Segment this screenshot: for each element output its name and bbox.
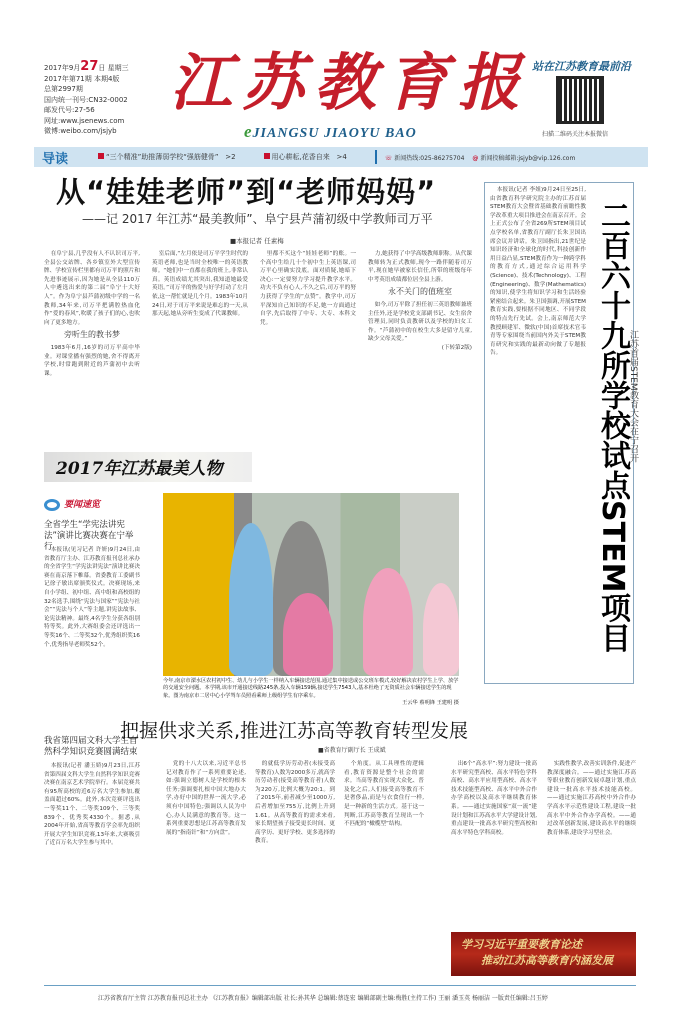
bullet-square-icon [98,153,104,159]
stem-headline: 二百六十九所学校试点STEM项目 [595,200,630,653]
subhead: 永不关门的值班室 [388,287,452,297]
subhead: 旁听生的教书梦 [64,330,120,340]
cn-number: 国内统一刊号:CN32-0002 [44,95,128,104]
continued-note: (下转第2版) [441,344,472,351]
email[interactable]: @ 新闻投稿邮箱:jsjyb@vip.126.com [472,154,576,162]
news-title-1[interactable]: 全省学生“学宪法讲宪法”演讲比赛决赛在宁举行 [44,520,134,552]
lead-column-4: 力,她获得了中学高级教师职称。从代课教师转为正式教师,现今一路伴随着司万平,现在她早被家长信任,所带的班级每年中考英语成绩都位居全县上游。 永不关门的值班室 如今,司万平除了担任初三英语教师兼班主任外,还是学校党支部副书记、女生宿舍管理员,同时负责教研以及学校的妇女工作。“芦蒲初中的在校生大多是留守儿童,缺少父母关爱。” (下转第2版) [368,251,472,351]
slogan: 站在江苏教育最前沿 [532,60,631,73]
promo-banner: 学习习近平重要教育论述 推动江苏高等教育内涵发展 [451,932,636,976]
at-icon: @ [472,154,479,162]
lead-column-3: 里都不买这个“娃娃老师”的账。一个高中生给几十个初中生上英语课,司万平心里确实没底。面对质疑,她暗下决心:一定要努力学习提升教学水平。功夫不负有心人,不久之后,司万平的努力获得了学生的“点赞”。教学中,司万平深知自己知识的不足,她一方面通过自学,先后取得了中专、大专、本科文凭。 [260,251,356,326]
lower-headline: 把握供求关系,推进江苏高等教育转型发展 [120,720,469,742]
bullet-square-icon [264,153,270,159]
lower-column-4: 出6个“高水平”:努力建设一批高水平研究型高校、高水平特色学科高校、高水平应用型高校、高水平技术技能型高校、高水平中外合作办学高校以及高水平继续教育体系。——通过实施国家“双一流”建设计划和江苏高水平大学建设计划,重点建设一批高水平研究型高校和高水平特色学科高校。 [451,761,537,836]
stem-body: 本报讯(记者 李姐)9月24日至25日,由省教育科学研究院主办的江苏首届STEM教育大会暨省基础教育前瞻性教学改革重大项目推进会在南京召开。会上正式公布了全省269所STEM项目试点学校名单,省教育厅副厅长朱卫国出席会议并讲话。朱卫国指出,21世纪是知识经济和全球化的时代,科技创新作用日益凸显,STEM教育作为一种跨学科的教育方式,通过综合运用科学(Science)、技术(Technology)、工程(Engineering)、数学(Mathematics)的知识,使学生将知识学习和生活经验紧密结合起来。朱卫国强调,开展STEM教育实践,要根据不同地区、不同学段的特点先行先试。会上,南京师范大学教授顾建军、微软(中国)首席技术官韦青等专家围绕当前国内外关于STEM教育研究和实践的最新动向做了专题报告。 [490,187,586,357]
footer-divider [44,985,636,986]
stem-side-title: 江苏首届STEM教育大会在宁召开 [628,330,638,463]
qr-caption: 扫描二维码关注本报微信 [542,131,609,138]
guide-bar [34,147,648,167]
e-logo-icon: e [244,122,253,141]
lower-column-5: 实践性教学,改善实训条件,促进产教深度融合。——通过实施江苏高等职业教育创新发展卓越计划,重点建设一批高水平技术技能高校。——通过实施江苏高校中外合作办学高水平示范性建设工程,建设一批高水平中外合作办学高校。——通过改革创新发展,建设高水平的继续教育体系,建设学习型社会。 [547,761,636,836]
lower-byline: ■省教育厅副厅长 王成斌 [318,747,386,754]
lead-byline: ■本报记者 任素梅 [230,237,284,245]
hotline: ☏ 新闻热线:025-86275704 [384,154,465,162]
qr-code-icon[interactable] [556,76,604,124]
postal-code: 邮发代号:27-56 [44,106,95,114]
total-issue: 总第2997期 [44,85,83,93]
lead-column-2: 室后面,“左月依是司万平学生时代的英语老师,也是当时全校唯一的英语教师。“她们中一直都在我的班上,非常认真。英语成绩尤其突出,我知道她最爱英语。”司万平的热爱与好学打动了左月依,这一帮忙就是几个月。1983年10月24日,对于司万平来说是难忘的一天,从那天起,她从旁听生变成了代课教师。 [152,251,248,318]
lead-subheadline: ——记 2017 年江苏“最美教师”、阜宁县芦蒲初级中学教师司万平 [82,212,433,226]
website-link[interactable]: 网址:www.jsenews.com [44,116,125,125]
issue-metadata [44,59,129,137]
lower-column-2: 的就低学历劳动者(未接受高等教育)人数为2000多万,就高学历劳动者(接受高等教育者)人数为220万,比例大概为20:1。到了2015年,前者减少至1000万,后者增加至755万,比例上升到1.61。从高等教育的需求来看,家长期望孩子接受更长时间、更高学历、更好学校、更多选择的教育。 [255,761,335,845]
footer-credits: 江苏省教育厅主管 江苏教育报刊总社主办 《江苏教育报》编辑部出版 社长:孙其华 总编辑:蔡连宏 编辑部副主编:梅胜(主持工作) 王丽 潘玉英 杨丽洁 一版责任编辑:吕玉婷 [98,995,548,1002]
masthead-english: eJIANGSU JIAOYU BAO [244,122,417,141]
globe-arrow-icon [44,499,60,511]
photo-caption: 今年,南京市溧水区农村初中生、幼儿与小学生一样纳入车辆接送范围,通过集中接送或公交班车模式,较好解决农村学生上学、放学的交通安全问题。本学期,该市开通接送线路245条,投入车辆159辆,接送学生7543人,基本杜绝了无资质社会车辆接送学生的现象。图为南京市二居中心小学驾车员照看乘师上级组学生有序乘车。 王云华 蔡明锋 王建明 摄 [163,678,459,707]
date-weekday: 日 星期三 [98,64,129,72]
guide-item-2[interactable]: 用心耕耘,花香自来 >4 [264,152,347,162]
masthead-title: 江苏教育报 [170,46,531,119]
guide-item-1[interactable]: “三个精准”助推薄弱学校“强筋健骨” >2 [98,152,236,162]
lower-column-1: 党的十八大以来,习近平总书记对教育作了一系列重要论述,如:强调立德树人是学校的根本任务;强调要扎根中国大地办大学,办好中国的世界一流大学,必须有中国特色;强调以人民为中心,办人民满意的教育等。这一系列重要思想是江苏高等教育发展的“指南针”和“方向盘”。 [166,761,246,836]
news-flash-label: 要闻速览 [44,497,100,511]
lead-headline: 从“娃娃老师”到“老师妈妈” [56,175,437,209]
weibo-link[interactable]: 微博:weibo.com/jsjyb [44,127,117,135]
date-month: 2017年9月 [44,64,81,72]
guide-label: 导读 [42,151,69,167]
school-bus-photo [163,493,459,676]
issue-number: 2017年第71期 本期4版 [44,74,120,83]
lower-column-3: 个角度。从工具理性的逻辑看,教育资源是整个社会的需求。当高等教育实现大众化、普及化之后,人们接受高等教育不是奢侈品,而是与衣食住行一样,是一种新的生活方式。基于这一判断,江苏高等教育呈现出一个不匹配的“橄榄型”结构。 [344,761,424,828]
best-person-banner: 2017年江苏最美人物 [44,452,252,482]
divider [375,150,377,164]
news-title-2[interactable]: 我省第四届文科大学生自然科学知识竞赛圆满结束 [44,736,138,757]
news-body-2: 本报讯(记者 潘玉娇)9月23日,江苏省第四届文科大学生自然科学知识竞赛决赛在南京艺术学院举行。本届竞赛共有95所高校的近6万名大学生参加,覆盖面超过60%。此外,本次竞赛评选出一等奖11个、二等奖109个、三等奖839个、优秀奖4330个。据悉,从2004年开始,省高等教育学会率先组织开展大学生知识竞赛,13年来,大赛吸引了近百万名大学生参与其中。 [44,763,140,847]
lead-column-1: 在阜宁县,几乎没有人不认识司万平,全县公交站牌、各乡镇室外大型宣传牌、学校宣传栏里都有司万平的照片和先进事迹展示,因为她是从全县110万人中遴选出来的第二届“阜宁十大好人”。作为阜宁县芦蒲初级中学的一名教师,34年来,司万平把满腔热血化作“爱的春风”,吹暖了孩子们的心,也吹向了更多地方。 旁听生的教书梦 1983年6月,16岁的司万平高中毕业。对课堂播有强烈的她,舍不得离开学校,时常跑到附近的芦蒲初中去听课。 [44,251,140,377]
news-body-1: 本报讯(见习记者 许妍)9月24日,由省教育厅主办、江苏教育报刊总社承办的全省学生“学宪法讲宪法”演讲比赛决赛在南京落下帷幕。省委教育工委副书记徐子敏出席颁奖仪式。决赛现场,来自小学组、初中组、高中组和高校组的32名选手,围绕“宪法与国家”“宪法与社会”“宪法与个人”等主题,讲宪法故事、论宪法精神。最终,4名学生分获各组别特等奖。此外,大赛组委会还评选出一等奖16个、二等奖32个,优秀组织奖16个,优秀指导老师奖52个。 [44,547,140,648]
date-day: 27 [80,59,99,74]
phone-icon: ☏ [384,154,393,162]
photo-credit: 王云华 蔡明锋 王建明 摄 [402,700,459,707]
